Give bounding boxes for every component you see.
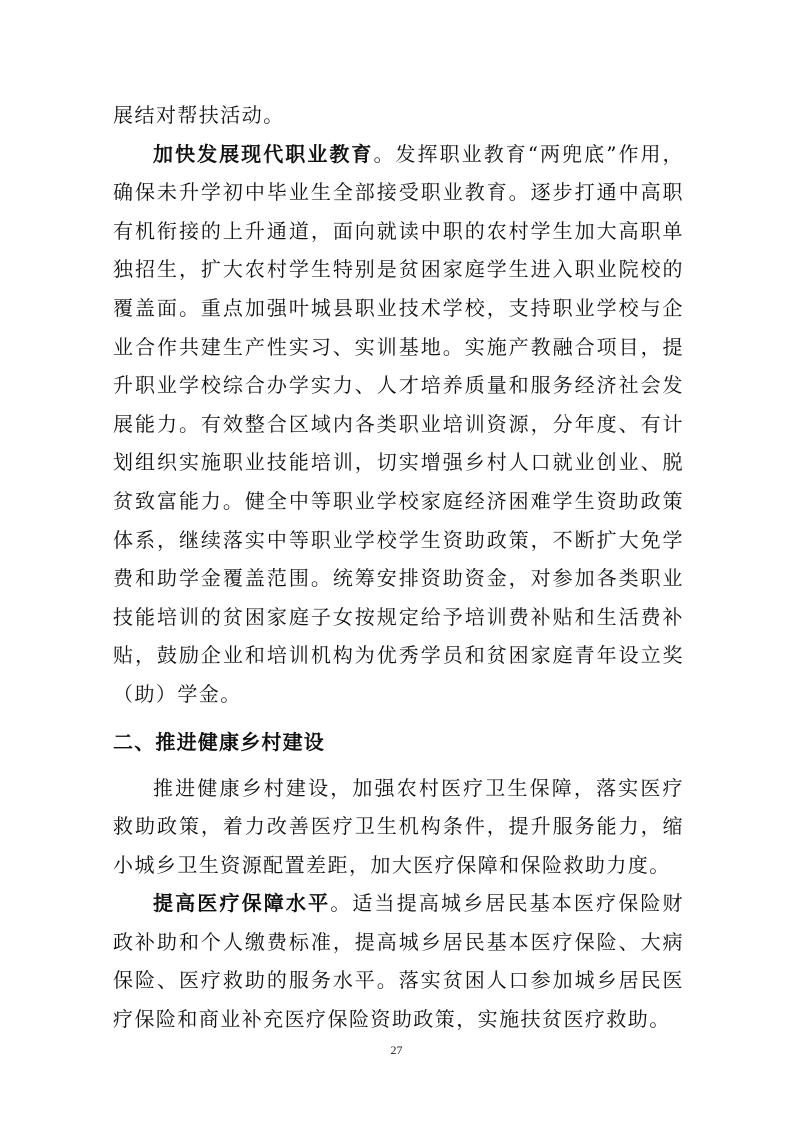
paragraph-healthy-village — [113, 769, 684, 885]
paragraph-text: 。发挥职业教育“两兜底”作用，确保未升学初中毕业生全部接受职业教育。逐步打通中高职有机衔接的上升通道，面向就读中职的农村学生加大高职单独招生，扩大农村学生特别是贫困家庭学生进入职业院校的覆盖面。重点加强叶城县职业技术学校，支持职业学校与企业合作共建生产性实习、实训基地。实施产教融合项目，提升职业学校综合办学实力、人才培养质量和服务经济社会发展能力。有效整合区域内各类职业培训资源，分年度、有计划组织实施职业技能培训，切实增强乡村人口就业创业、脱贫致富能力。健全中等职业学校家庭经济困难学生资助政策体系，继续落实中等职业学校学生资助政策，不断扩大免学费和助学金覆盖范围。统筹安排资助资金，对参加各类职业技能培训的贫困家庭子女按规定给予培训费补贴和生活费补贴，鼓励企业和培训机构为优秀学员和贫困家庭青年设立奖（助）学金。 — [113, 141, 685, 706]
paragraph-text: 推进健康乡村建设，加强农村医疗卫生保障，落实医疗救助政策，着力改善医疗卫生机构条件，提升服务能力，缩小城乡卫生资源配置差距，加大医疗保障和保险救助力度。 — [113, 775, 684, 877]
paragraph-text: 展结对帮扶活动。 — [113, 103, 285, 127]
document-page — [113, 96, 684, 1039]
paragraph-lead: 提高医疗保障水平 — [153, 891, 331, 916]
paragraph-vocational-education — [113, 135, 684, 714]
paragraph-continuation — [113, 96, 684, 135]
paragraph-lead: 加快发展现代职业教育 — [153, 141, 374, 166]
paragraph-medical-insurance — [113, 884, 684, 1038]
paragraph-text: 。适当提高城乡居民基本医疗保险财政补助和个人缴费标准，提高城乡居民基本医疗保险、大病保险、医疗救助的服务水平。落实贫困人口参加城乡居民医疗保险和商业补充医疗保险资助政策，实施扶贫医疗救助。 — [113, 891, 684, 1032]
section-heading: 二、推进健康乡村建设 — [113, 729, 325, 754]
page-number: 27 — [390, 1043, 403, 1057]
